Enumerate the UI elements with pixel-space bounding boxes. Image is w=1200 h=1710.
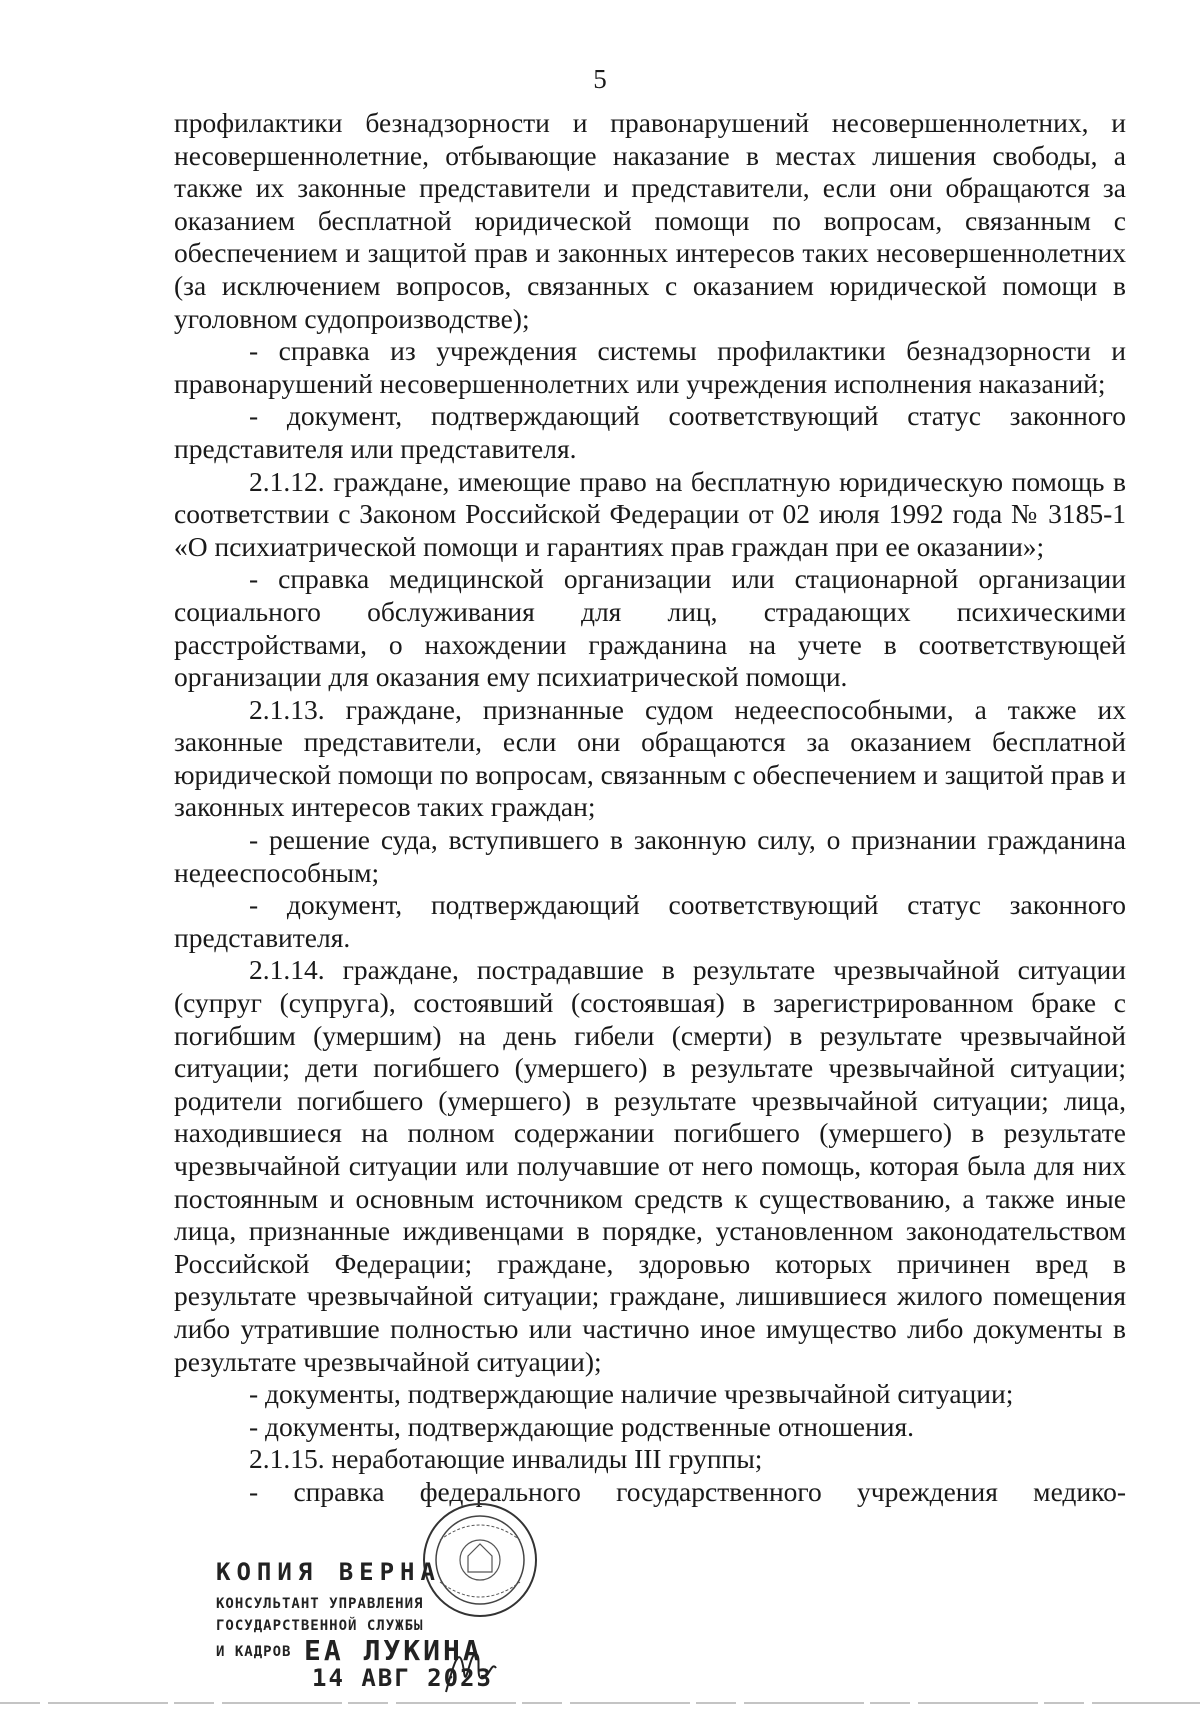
stamp-title: КОПИЯ ВЕРНА xyxy=(216,1558,441,1586)
paragraph: 2.1.14. граждане, пострадавшие в результате чрезвычайной ситуации (супруг (супруга), состоявший (состоявшая) в зарегистрированном браке с погибшим (умершим) на день гибели (смерти) в результате чрезвычайной ситуации; дети погибшего (умершего) в результате чрезвычайной ситуации; родители погибшего (умершего) в результате чрезвычайной ситуации; лица, находившиеся на полном содержании погибшего (умершего) в результате чрезвычайной ситуации или получавшие от него помощь, которая была для них постоянным и основным источником средств к существованию, а также иные лица, признанные иждивенцами в порядке, установленном законодательством Российской Федерации; граждане, здоровью которых причинен вред в результате чрезвычайной ситуации; граждане, лишившиеся жилого помещения либо утратившие полностью или частично иное имущество либо документы в результате чрезвычайной ситуации); xyxy=(174,954,1126,1377)
stamp-date: 14 АВГ 2023 xyxy=(312,1664,493,1692)
handwritten-signature xyxy=(440,1632,500,1702)
paragraph: - справка федерального государственного учреждения медико- xyxy=(249,1475,1126,1507)
paragraph: - документы, подтверждающие родственные отношения. xyxy=(249,1410,915,1442)
paragraph: 2.1.13. граждане, признанные судом недееспособными, а также их законные представители, если они обращаются за оказанием бесплатной юридической помощи по вопросам, связанным с обеспечением и защитой прав и законных интересов таких граждан; xyxy=(174,693,1126,823)
paragraph: - справка из учреждения системы профилактики безнадзорности и правонарушений несовершеннолетних или учреждения исполнения наказаний; xyxy=(174,335,1126,399)
paragraph: - документ, подтверждающий соответствующий статус законного представителя. xyxy=(174,889,1126,953)
paragraph: - документы, подтверждающие наличие чрезвычайной ситуации; xyxy=(249,1378,1014,1410)
paragraph: - справка медицинской организации или стационарной организации социального обслуживания для лиц, страдающих психическими расстройствами, о нахождении гражданина на учете в соответствующей организации для оказания ему психиатрической помощи. xyxy=(174,563,1126,693)
page-number: 5 xyxy=(593,64,607,94)
stamp-position: КОНСУЛЬТАНТ УПРАВЛЕНИЯ xyxy=(216,1596,424,1612)
bottom-edge-rule xyxy=(0,1702,1200,1704)
stamp-department: ГОСУДАРСТВЕННОЙ СЛУЖБЫ xyxy=(216,1618,424,1634)
paragraph: профилактики безнадзорности и правонарушений несовершеннолетних, и несовершеннолетние, отбывающие наказание в местах лишения свободы, а также их законные представители и представители, если они обращаются за оказанием бесплатной юридической помощи по вопросам, связанным с обеспечением и защитой прав и законных интересов таких несовершеннолетних (за исключением вопросов, связанных с оказанием юридической помощи в уголовном судопроизводстве); xyxy=(174,107,1126,334)
paragraph: - документ, подтверждающий соответствующий статус законного представителя или представителя. xyxy=(174,400,1126,464)
stamp-department-cont: И КАДРОВ xyxy=(216,1644,292,1660)
paragraph: - решение суда, вступившего в законную силу, о признании гражданина недееспособным; xyxy=(174,824,1126,888)
document-body xyxy=(174,107,1126,1509)
paragraph: 2.1.12. граждане, имеющие право на бесплатную юридическую помощь в соответствии с Законом Российской Федерации от 02 июля 1992 года № 3185-1 «О психиатрической помощи и гарантиях прав граждан при ее оказании»; xyxy=(174,465,1126,562)
stamp-name: ЕА ЛУКИНА xyxy=(304,1634,483,1667)
paragraph: 2.1.15. неработающие инвалиды III группы; xyxy=(249,1443,763,1475)
